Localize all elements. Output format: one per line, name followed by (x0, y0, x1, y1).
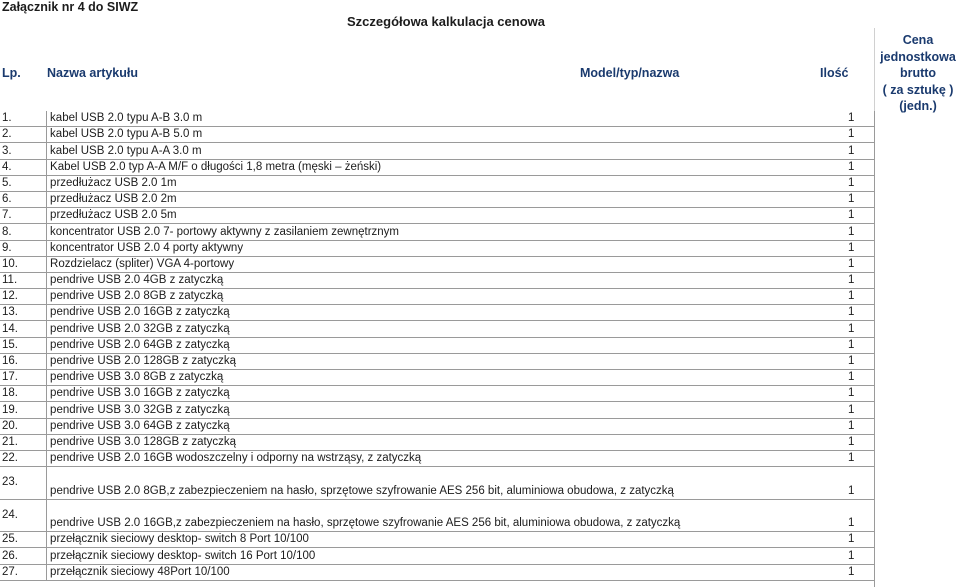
table-row (0, 499, 874, 532)
row-number: 23. (0, 467, 47, 500)
item-name: pendrive USB 2.0 16GB,z zabezpieczeniem na hasło, sprzętowe szyfrowanie AES 256 bit, aluminiowa obudowa, z zatyczką (47, 499, 848, 532)
row-number: 4. (0, 159, 47, 175)
row-number: 20. (0, 418, 47, 434)
item-quantity: 1 (848, 467, 874, 500)
item-name: pendrive USB 2.0 4GB z zatyczką (47, 272, 848, 288)
item-name: kabel USB 2.0 typu A-A 3.0 m (47, 143, 848, 159)
item-quantity: 1 (848, 272, 874, 288)
table-row (0, 305, 874, 321)
row-number: 22. (0, 450, 47, 466)
table-row (0, 337, 874, 353)
table-row (0, 289, 874, 305)
price-header-line: jednostkowa (880, 49, 956, 64)
item-name: pendrive USB 2.0 8GB,z zabezpieczeniem na hasło, sprzętowe szyfrowanie AES 256 bit, aluminiowa obudowa, z zatyczką (47, 467, 848, 500)
table-row (0, 450, 874, 466)
table-row (0, 532, 874, 548)
column-divider (874, 28, 875, 111)
item-quantity: 1 (848, 191, 874, 207)
items-table (0, 111, 874, 581)
row-number: 13. (0, 305, 47, 321)
row-number: 7. (0, 208, 47, 224)
item-quantity: 1 (848, 159, 874, 175)
item-quantity: 1 (848, 143, 874, 159)
row-number: 14. (0, 321, 47, 337)
item-name: kabel USB 2.0 typu A-B 5.0 m (47, 127, 848, 143)
item-name: Kabel USB 2.0 typ A-A M/F o długości 1,8 metra (męski – żeński) (47, 159, 848, 175)
price-header-line: ( za sztukę ) (882, 82, 954, 97)
item-quantity: 1 (848, 386, 874, 402)
column-header-lp: Lp. (2, 66, 21, 80)
item-quantity: 1 (848, 548, 874, 564)
table-row (0, 434, 874, 450)
document-title: Szczegółowa kalkulacja cenowa (347, 14, 545, 29)
row-number: 16. (0, 353, 47, 369)
item-name: pendrive USB 3.0 128GB z zatyczką (47, 434, 848, 450)
table-row (0, 240, 874, 256)
item-quantity: 1 (848, 321, 874, 337)
table-row (0, 402, 874, 418)
item-quantity: 1 (848, 353, 874, 369)
attachment-label: Załącznik nr 4 do SIWZ (2, 0, 139, 14)
item-quantity: 1 (848, 256, 874, 272)
item-name: przedłużacz USB 2.0 2m (47, 191, 848, 207)
row-number: 1. (0, 111, 47, 127)
item-name: kabel USB 2.0 typu A-B 3.0 m (47, 111, 848, 127)
row-number: 25. (0, 532, 47, 548)
item-quantity: 1 (848, 370, 874, 386)
item-name: pendrive USB 2.0 128GB z zatyczką (47, 353, 848, 369)
item-quantity: 1 (848, 240, 874, 256)
price-header-line: (jedn.) (899, 99, 937, 113)
item-name: Rozdzielacz (spliter) VGA 4-portowy (47, 256, 848, 272)
row-number: 2. (0, 127, 47, 143)
item-quantity: 1 (848, 224, 874, 240)
row-number: 17. (0, 370, 47, 386)
table-row (0, 353, 874, 369)
item-quantity: 1 (848, 111, 874, 127)
item-name: pendrive USB 3.0 64GB z zatyczką (47, 418, 848, 434)
table-row (0, 370, 874, 386)
item-quantity: 1 (848, 499, 874, 532)
table-row (0, 272, 874, 288)
item-name: pendrive USB 2.0 64GB z zatyczką (47, 337, 848, 353)
item-name: pendrive USB 2.0 16GB z zatyczką (47, 305, 848, 321)
item-name: koncentrator USB 2.0 4 porty aktywny (47, 240, 848, 256)
table-row (0, 467, 874, 500)
price-header-line: Cena (902, 33, 934, 47)
items-table-body (0, 111, 874, 580)
item-quantity: 1 (848, 532, 874, 548)
item-quantity: 1 (848, 208, 874, 224)
item-name: pendrive USB 2.0 8GB z zatyczką (47, 289, 848, 305)
column-divider (874, 111, 875, 587)
row-number: 5. (0, 175, 47, 191)
table-row (0, 418, 874, 434)
table-row (0, 191, 874, 207)
table-row (0, 386, 874, 402)
table-row (0, 224, 874, 240)
item-quantity: 1 (848, 434, 874, 450)
row-number: 18. (0, 386, 47, 402)
item-name: pendrive USB 3.0 8GB z zatyczką (47, 370, 848, 386)
table-row (0, 208, 874, 224)
item-name: przedłużacz USB 2.0 5m (47, 208, 848, 224)
column-header-price (876, 32, 960, 115)
row-number: 10. (0, 256, 47, 272)
row-number: 24. (0, 499, 47, 532)
row-number: 12. (0, 289, 47, 305)
item-quantity: 1 (848, 305, 874, 321)
item-quantity: 1 (848, 450, 874, 466)
item-quantity: 1 (848, 289, 874, 305)
table-row (0, 564, 874, 580)
item-quantity: 1 (848, 402, 874, 418)
item-name: pendrive USB 2.0 16GB wodoszczelny i odporny na wstrząsy, z zatyczką (47, 450, 848, 466)
table-row (0, 111, 874, 127)
item-name: przełącznik sieciowy desktop- switch 8 Port 10/100 (47, 532, 848, 548)
item-name: pendrive USB 3.0 16GB z zatyczką (47, 386, 848, 402)
table-row (0, 256, 874, 272)
table-row (0, 159, 874, 175)
row-number: 8. (0, 224, 47, 240)
price-header-line: brutto (899, 66, 937, 80)
row-number: 6. (0, 191, 47, 207)
item-name: przedłużacz USB 2.0 1m (47, 175, 848, 191)
table-row (0, 548, 874, 564)
item-name: pendrive USB 2.0 32GB z zatyczką (47, 321, 848, 337)
row-number: 15. (0, 337, 47, 353)
column-header-name: Nazwa artykułu (47, 66, 139, 80)
row-number: 19. (0, 402, 47, 418)
item-quantity: 1 (848, 418, 874, 434)
item-quantity: 1 (848, 127, 874, 143)
item-name: pendrive USB 3.0 32GB z zatyczką (47, 402, 848, 418)
row-number: 21. (0, 434, 47, 450)
table-row (0, 127, 874, 143)
item-name: przełącznik sieciowy desktop- switch 16 Port 10/100 (47, 548, 848, 564)
row-number: 27. (0, 564, 47, 580)
table-row (0, 175, 874, 191)
row-number: 9. (0, 240, 47, 256)
column-header-model: Model/typ/nazwa (580, 66, 680, 80)
item-quantity: 1 (848, 175, 874, 191)
item-name: przełącznik sieciowy 48Port 10/100 (47, 564, 848, 580)
column-header-quantity: Ilość (820, 66, 849, 80)
row-number: 11. (0, 272, 47, 288)
item-quantity: 1 (848, 337, 874, 353)
table-row (0, 143, 874, 159)
item-name: koncentrator USB 2.0 7- portowy aktywny z zasilaniem zewnętrznym (47, 224, 848, 240)
table-row (0, 321, 874, 337)
row-number: 3. (0, 143, 47, 159)
item-quantity: 1 (848, 564, 874, 580)
row-number: 26. (0, 548, 47, 564)
